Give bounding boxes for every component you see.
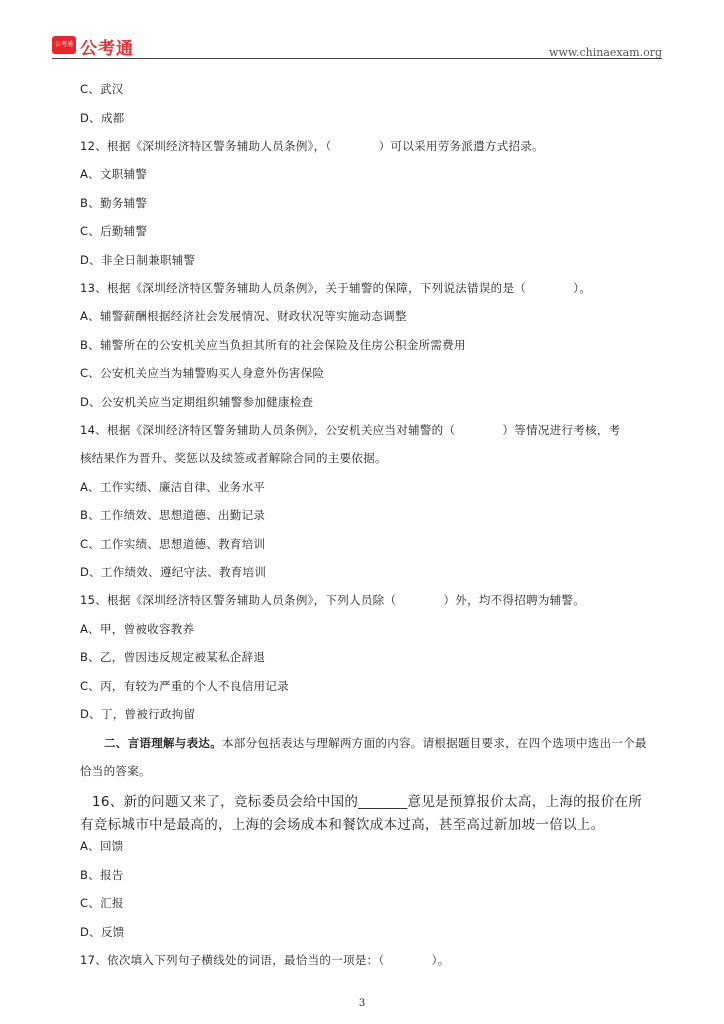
option-line: D、丁，曾被行政拘留: [80, 707, 196, 721]
option-line: A、工作实绩、廉洁自律、业务水平: [80, 480, 266, 494]
option-line: D、公安机关应当定期组织辅警参加健康检查: [80, 395, 314, 409]
option-line: D、工作绩效、遵纪守法、教育培训: [80, 565, 267, 579]
question-line: 16、新的问题又来了，竞标委员会给中国的_______意见是预算报价太高，上海的报价在所: [92, 794, 643, 810]
header-divider: [52, 58, 662, 59]
section-instructions-cont: 恰当的答案。: [80, 764, 151, 778]
option-line: A、甲，曾被收容教养: [80, 622, 195, 636]
option-line: B、工作绩效、思想道德、出勤记录: [80, 508, 266, 522]
option-line: C、武汉: [80, 82, 124, 96]
option-line: A、文职辅警: [80, 167, 148, 181]
option-line: A、回馈: [80, 839, 124, 853]
option-line: A、辅警薪酬根据经济社会发展情况、财政状况等实施动态调整: [80, 309, 407, 323]
option-line: C、汇报: [80, 896, 124, 910]
option-line: C、工作实绩、思想道德、教育培训: [80, 537, 266, 551]
option-line: B、乙，曾因违反规定被某私企辞退: [80, 650, 266, 664]
logo-icon: 公考通: [52, 36, 76, 54]
option-line: B、报告: [80, 868, 124, 882]
option-line: C、丙，有较为严重的个人不良信用记录: [80, 679, 289, 693]
question-line: 17、依次填入下列句子横线处的词语，最恰当的一项是：（ ）。: [80, 953, 450, 967]
option-line: C、后勤辅警: [80, 224, 148, 238]
question-line: 15、根据《深圳经济特区警务辅助人员条例》，下列人员除（ ）外，均不得招聘为辅警。: [80, 593, 586, 607]
option-line: B、勤务辅警: [80, 196, 148, 210]
page-number: 3: [358, 998, 366, 1009]
section-heading: [104, 735, 647, 751]
logo-text: 公考通: [80, 39, 134, 59]
option-line: C、公安机关应当为辅警购买人身意外伤害保险: [80, 366, 325, 380]
option-line: B、辅警所在的公安机关应当负担其所有的社会保险及住房公积金所需费用: [80, 338, 466, 352]
option-line: D、反馈: [80, 925, 125, 939]
option-line: D、非全日制兼职辅警: [80, 253, 196, 267]
question-line: 14、根据《深圳经济特区警务辅助人员条例》，公安机关应当对辅警的（ ）等情况进行考核，考: [80, 423, 621, 437]
question-line: 12、根据《深圳经济特区警务辅助人员条例》，（ ）可以采用劳务派遣方式招录。: [80, 139, 544, 153]
section-instructions: 本部分包括表达与理解两方面的内容。请根据题目要求，在四个选项中选出一个最: [222, 736, 647, 750]
question-line: 13、根据《深圳经济特区警务辅助人员条例》，关于辅警的保障，下列说法错误的是（ ）。: [80, 281, 592, 295]
site-url: www.chinaexam.org: [549, 46, 662, 59]
section-title: 二、言语理解与表达。: [104, 736, 222, 750]
option-line: D、成都: [80, 111, 125, 125]
question-line: 核结果作为晋升、奖惩以及续签或者解除合同的主要依据。: [80, 451, 387, 465]
page-header: [52, 34, 662, 58]
question-line: 有竞标城市中是最高的，上海的会场成本和餐饮成本过高，甚至高过新加坡一倍以上。: [80, 817, 605, 833]
